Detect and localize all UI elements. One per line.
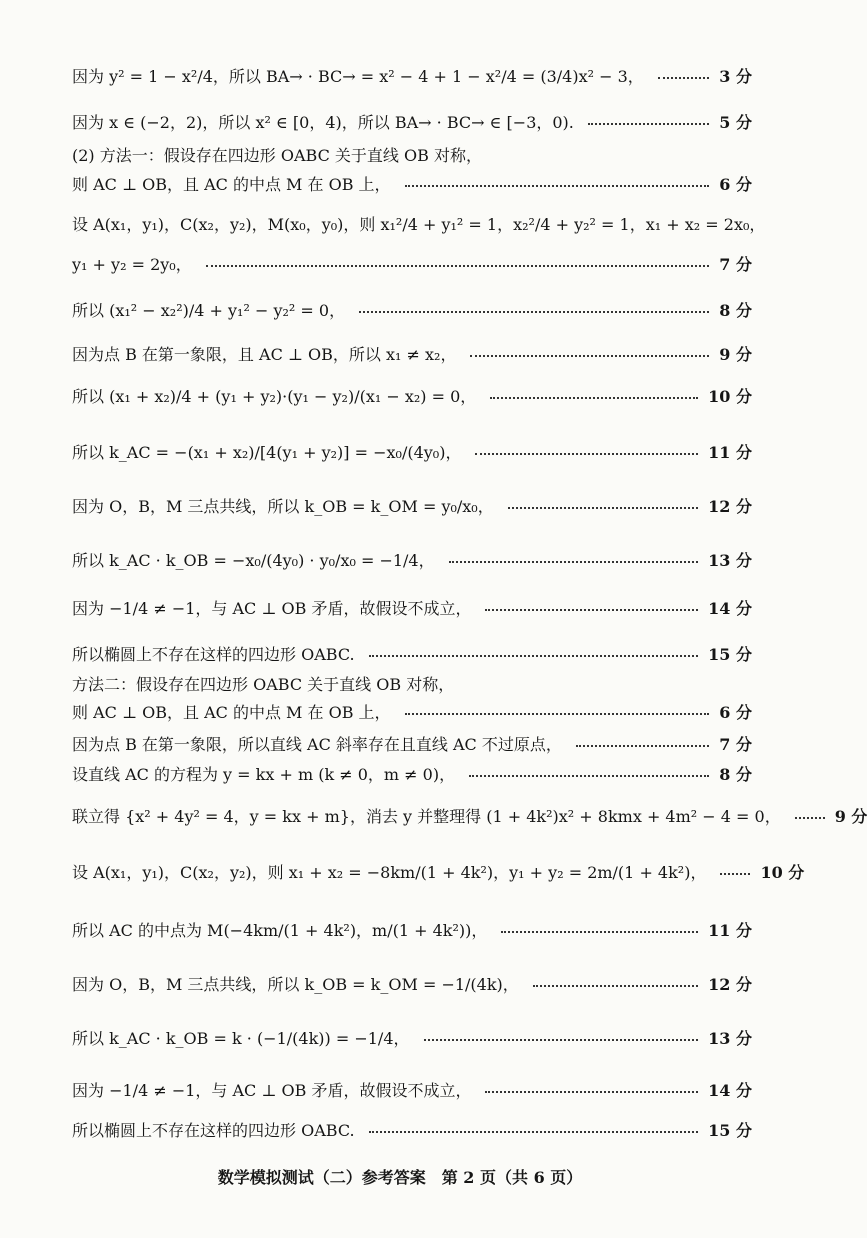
dot-leader bbox=[206, 265, 710, 267]
line-10-text: 所以 k_AC = −(x₁ + x₂)/[4(y₁ + y₂)] = −x₀/(4y₀)， bbox=[72, 443, 462, 462]
score-label: 12 分 bbox=[708, 975, 752, 994]
line-13-text: 因为 −1/4 ≠ −1，与 AC ⊥ OB 矛盾，故假设不成立， bbox=[72, 599, 472, 618]
line-22-text: 因为 O，B，M 三点共线，所以 k_OB = k_OM = −1/(4k)， bbox=[72, 975, 519, 994]
line-6 bbox=[72, 252, 752, 275]
dot-leader bbox=[475, 453, 698, 455]
line-16 bbox=[72, 700, 752, 723]
line-23-text: 所以 k_AC · k_OB = k · (−1/(4k)) = −1/4， bbox=[72, 1029, 410, 1048]
line-6-text: y₁ + y₂ = 2y₀， bbox=[72, 255, 192, 274]
line-3: (2) 方法一：假设存在四边形 OABC 关于直线 OB 对称， bbox=[72, 146, 482, 165]
line-7 bbox=[72, 298, 752, 321]
score-label: 13 分 bbox=[708, 551, 752, 570]
dot-leader bbox=[576, 745, 709, 747]
line-13 bbox=[72, 596, 752, 619]
dot-leader bbox=[424, 1039, 699, 1041]
dot-leader bbox=[501, 931, 698, 933]
line-21-text: 所以 AC 的中点为 M(−4km/(1 + 4k²)，m/(1 + 4k²))， bbox=[72, 921, 488, 940]
line-2 bbox=[72, 110, 752, 133]
line-19 bbox=[72, 804, 867, 827]
line-19-text: 联立得 {x² + 4y² = 4，y = kx + m}，消去 y 并整理得 (1 + 4k²)x² + 8kmx + 4m² − 4 = 0， bbox=[72, 807, 781, 826]
line-10 bbox=[72, 440, 752, 463]
score-label: 11 分 bbox=[708, 921, 752, 940]
line-2-text: 因为 x ∈ (−2，2)，所以 x² ∈ [0，4)，所以 BA→ · BC→ ∈ [−3，0). bbox=[72, 113, 574, 132]
score-label: 11 分 bbox=[708, 443, 752, 462]
dot-leader bbox=[490, 397, 698, 399]
line-17-text: 因为点 B 在第一象限，所以直线 AC 斜率存在且直线 AC 不过原点， bbox=[72, 735, 562, 754]
line-18-text: 设直线 AC 的方程为 y = kx + m (k ≠ 0，m ≠ 0)， bbox=[72, 765, 456, 784]
dot-leader bbox=[405, 713, 710, 715]
score-label: 8 分 bbox=[719, 765, 752, 784]
line-11-text: 因为 O，B，M 三点共线，所以 k_OB = k_OM = y₀/x₀， bbox=[72, 497, 494, 516]
score-label: 9 分 bbox=[834, 807, 867, 826]
dot-leader bbox=[508, 507, 698, 509]
line-15: 方法二：假设存在四边形 OABC 关于直线 OB 对称， bbox=[72, 675, 455, 694]
score-label: 9 分 bbox=[719, 345, 752, 364]
line-24-text: 因为 −1/4 ≠ −1，与 AC ⊥ OB 矛盾，故假设不成立， bbox=[72, 1081, 472, 1100]
score-label: 7 分 bbox=[719, 735, 752, 754]
score-label: 14 分 bbox=[708, 599, 752, 618]
score-label: 10 分 bbox=[708, 387, 752, 406]
score-label: 7 分 bbox=[719, 255, 752, 274]
score-label: 15 分 bbox=[708, 645, 752, 664]
line-4-text: 则 AC ⊥ OB，且 AC 的中点 M 在 OB 上， bbox=[72, 175, 391, 194]
score-label: 8 分 bbox=[719, 301, 752, 320]
line-4 bbox=[72, 172, 752, 195]
score-label: 3 分 bbox=[719, 67, 752, 86]
line-14-text: 所以椭圆上不存在这样的四边形 OABC. bbox=[72, 645, 355, 664]
dot-leader bbox=[449, 561, 699, 563]
line-11 bbox=[72, 494, 752, 517]
line-12 bbox=[72, 548, 752, 571]
line-25-text: 所以椭圆上不存在这样的四边形 OABC. bbox=[72, 1121, 355, 1140]
dot-leader bbox=[485, 609, 698, 611]
line-9-text: 所以 (x₁ + x₂)/4 + (y₁ + y₂)·(y₁ − y₂)/(x₁ − x₂) = 0， bbox=[72, 387, 477, 406]
line-1 bbox=[72, 64, 752, 87]
line-7-text: 所以 (x₁² − x₂²)/4 + y₁² − y₂² = 0， bbox=[72, 301, 346, 320]
score-label: 10 分 bbox=[760, 863, 805, 882]
line-9 bbox=[72, 384, 752, 407]
dot-leader bbox=[588, 123, 709, 125]
score-label: 5 分 bbox=[719, 113, 752, 132]
line-25 bbox=[72, 1118, 752, 1141]
score-label: 6 分 bbox=[719, 703, 752, 722]
dot-leader bbox=[533, 985, 698, 987]
dot-leader bbox=[469, 775, 709, 777]
line-18 bbox=[72, 762, 752, 785]
page-footer: 数学模拟测试（二）参考答案 第 2 页（共 6 页） bbox=[217, 1168, 583, 1187]
line-1-text: 因为 y² = 1 − x²/4，所以 BA→ · BC→ = x² − 4 + 1 − x²/4 = (3/4)x² − 3， bbox=[72, 67, 644, 86]
dot-leader bbox=[405, 185, 710, 187]
line-8-text: 因为点 B 在第一象限，且 AC ⊥ OB，所以 x₁ ≠ x₂， bbox=[72, 345, 457, 364]
line-12-text: 所以 k_AC · k_OB = −x₀/(4y₀) · y₀/x₀ = −1/4， bbox=[72, 551, 435, 570]
score-label: 15 分 bbox=[708, 1121, 752, 1140]
line-17 bbox=[72, 732, 752, 755]
line-20-text: 设 A(x₁，y₁)，C(x₂，y₂)，则 x₁ + x₂ = −8km/(1 + 4k²)，y₁ + y₂ = 2m/(1 + 4k²)， bbox=[72, 863, 707, 882]
dot-leader bbox=[795, 817, 825, 819]
line-16-text: 则 AC ⊥ OB，且 AC 的中点 M 在 OB 上， bbox=[72, 703, 391, 722]
score-label: 13 分 bbox=[708, 1029, 752, 1048]
dot-leader bbox=[485, 1091, 698, 1093]
dot-leader bbox=[369, 655, 699, 657]
score-label: 14 分 bbox=[708, 1081, 752, 1100]
line-14 bbox=[72, 642, 752, 665]
line-8 bbox=[72, 342, 752, 365]
line-20 bbox=[72, 860, 805, 883]
line-21 bbox=[72, 918, 752, 941]
line-23 bbox=[72, 1026, 752, 1049]
score-label: 6 分 bbox=[719, 175, 752, 194]
dot-leader bbox=[658, 77, 710, 79]
dot-leader bbox=[720, 873, 750, 875]
score-label: 12 分 bbox=[708, 497, 752, 516]
dot-leader bbox=[470, 355, 709, 357]
dot-leader bbox=[369, 1131, 699, 1133]
line-22 bbox=[72, 972, 752, 995]
dot-leader bbox=[359, 311, 709, 313]
line-24 bbox=[72, 1078, 752, 1101]
line-5: 设 A(x₁，y₁)，C(x₂，y₂)，M(x₀，y₀)，则 x₁²/4 + y₁² = 1，x₂²/4 + y₂² = 1，x₁ + x₂ = 2x₀， bbox=[72, 215, 766, 234]
